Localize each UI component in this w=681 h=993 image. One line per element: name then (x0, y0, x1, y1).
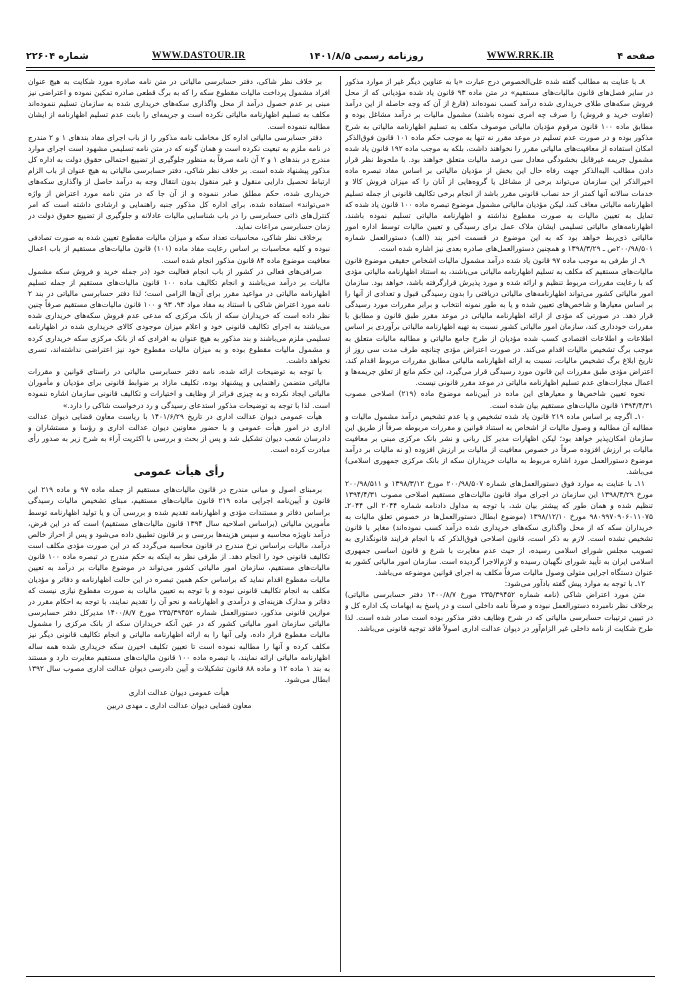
paragraph: ۱۲ـ با توجه به موارد پیش گفته بادآور می‌شود: (504, 579, 645, 589)
signature-line: معاون قضایی دیوان عدالت اداری ـ مهدی دربین (106, 701, 252, 711)
column-divider (340, 76, 341, 972)
paragraph: دفتر حسابرسی مالیاتی اداره کل مخاطب نامه مذکور را از باب اجرای مفاد بندهای ۱ و ۲ مندرج در نامه ملزم به تبعیت نکرده است و همان گونه که در متن نامه تسلیمی مشهود است اجرای موارد مندرج در بندهای ۱ و ۲ آن نامه صرفاً به منظور جلوگیری از تضییع احتمالی حقوق دولت به اداره کل مذکور پیشنهاد شده است. بر خلاف نظر شاکی، دفتر حسابرسی مالیاتی به هیچ عنوان از باب الزام ارتباط تحصیل دارایی منقول و غیر منقول بدون انتقال وجه به درآمد حاصل از واگذاری سکه‌های خریداری شده، حکم مطلق صادر ننموده و از آن جا که در متن نامه مورد اعتراض از واژه «می‌تواند» استفاده شده، برای اداره کل مذکور جنبه راهنمایی و ارشادی داشته است که امر کنترل‌های ذاتی حسابرسی را در باب شناسایی مالیات عادلانه و جلوگیری از تضییع حقوق دولت در زمان حسابرسی مراعات نماید. (28, 132, 330, 232)
header-rule (26, 67, 655, 68)
newspaper-title-date: روزنامه رسمی ۱۴۰۱/۸/۵ (308, 50, 424, 62)
left-column (28, 76, 330, 972)
page-header (26, 46, 655, 66)
paragraph: نحوه تعیین شاخص‌ها و معیارهای این ماده در آیین‌نامه موضوع ماده (۲۱۹) اصلاحی مصوب ۱۳۹۴/۴/۳۱ قانون مالیات‌های مستقیم بیان شده است. (345, 389, 653, 410)
signature-line: هیأت عمومی دیوان عدالت اداری (128, 688, 230, 698)
paragraph: ۱۱ـ با عنایت به موارد فوق دستورالعمل‌های شماره ۲۰۰/۹۸/۵۰۷ مورخ ۱۳۹۸/۳/۱۲ و ۲۰۰/۹۸/۵۱۱ مورخ ۱۳۹۸/۳/۲۹ این سازمان در اجرای مواد قانون مالیات‌های مستقیم اصلاحی مصوب ۱۳۹۴/۴/۳۱ تنظیم شده و همان طور که پیشتر بیان شد، با توجه به مداول دادنامه شماره ۲۰۴۴ الی ۲۰۴۴ـ ۹۸۰۹۹۷۰۹۰۶۰۱۱۰۷۵ مورخ ۱۳۹۸/۱۲/۱۰ (موضوع ابطال دستورالعمل‌ها در خصوص تعلق مالیات به خریداران سکه که از محل واگذاری سکه‌های خریداری شده درآمد کسب نموده‌اند) مغایر با قانون تشخیص نشده است. لازم به ذکر است، قانون اصلاحی فوق‌الذکر که با انجام فرایند قانونگذاری به تصویب مجلس شورای اسلامی رسیده، از حیث عدم مغایرت با شرع و قانون اساسی جمهوری اسلامی ایران به تأیید شورای نگهبان رسیده و لازم‌الاجرا گردیده است. سازمان امور مالیاتی کشور به عنوان دستگاه اجرایی متولی وصول مالیات صرفاً مکلف به اجرای قوانین موضوعه می‌باشد. (345, 478, 653, 577)
paragraph: ۸ـ با عنایت به مطالب گفته شده علی‌الخصوص درج عبارت «یا به عناوین دیگر غیر از موارد مذکور در سایر فصل‌های قانون مالیات‌های مستقیم» در متن ماده ۹۳ قانون یاد شده مؤدیانی که از محل فروش سکه‌های طلای خریداری شده درآمد کسب نموده‌اند (فارغ از آن که وجه حاصله از این درآمد (تفاوت خرید و فروش) را صرف چه امری نموده باشند) مشمول مالیات بر درآمد مشاغل بوده و مطابق ماده ۱۰۰ قانون مرقوم مؤدیان مالیاتی موصوف مکلف به تسلیم اظهارنامه مالیاتی به شرح مذکور بوده و در صورت عدم تسلیم در موعد مقرر نه تنها به موجب حکم ماده ۱۰۱ قانون فوق‌الذکر امکان استفاده از معافیت‌های مالیاتی مقرر را نخواهند داشت، بلکه به موجب ماده ۱۹۲ قانون یاد شده مشمول جریمه غیرقابل بخشودگی معادل سی درصد مالیات متعلق خواهند بود. با ملحوظ نظر قرار دادن مطالب الیه‌الذکر جهت رفاه حال این بخش از مؤدیان مالیاتی بر اساس مفاد تبصره ماده اخیرالذکر این سازمان می‌تواند برخی از مشاغل یا گروه‌هایی از آنان را که میزان فروش کالا و خدمات سالانه آنها کمتر از حد نصاب قانونی مقرر باشد از انجام برخی تکالیف قانونی از جمله تسلیم اظهارنامه مالیاتی معاف کند، لیکن مؤدیان مالیاتی مشمول موضوع تبصره ماده ۱۰۰ قانون یاد شده که تمایل به تعیین مالیات به صورت مقطوع نداشته و اظهارنامه مالیاتی تسلیم نموده باشند، اظهارنامه‌های مالیاتی تسلیمی ایشان ملاک عمل برای رسیدگی و تعیین مالیات توسط اداره امور مالیاتی ذی‌ربط خواهد بود که به این موضوع در قسمت اخیر بند (الف) دستورالعمل شماره ۲۰۰/۹۸/۵۰۱ص ـ ۱۳۹۸/۳/۲۹ و همچنین دستورالعمل‌های صادره بعدی نیز اشاره شده است. (345, 77, 653, 254)
paragraph: ۱۰ـ اگرچه بر اساس ماده ۲۱۹ قانون یاد شده تشخیص و یا عدم تشخیص درآمد مشمول مالیات و مطالبه آن مطالبه و وصول مالیات از اشخاص به استناد قوانین و مقررات مربوطه صرفاً از طریق این سازمان امکان‌پذیر خواهد بود؛ لیکن اظهارات مدیر کل ربانی و نشر بانک مرکزی مبنی بر معافیت مالیات بر ارزش افزوده صرفاً در خصوص معافیت از مالیات بر ارزش افزوده (و نه مالیات بر درآمد موضوع دستورالعمل مورد اشاره مربوط به مالیات خریداران سکه از بانک مرکزی جمهوری اسلامی) می‌باشد. (345, 411, 653, 477)
header-rule-thin (26, 70, 655, 71)
paragraph: متن مورد اعتراض شاکی (نامه شماره ۲۳۵/۳۹۴۵۲ مورخ ۱۴۰۰/۸/۷ دفتر حسابرسی مالیاتی) برخلاف نظر نامبرده دستورالعمل نبوده و صرفاً نامه داخلی است و در پاسخ به ابهامات یک اداره کل و در تبیین ترتیبات حسابرسی مالیاتی که در شرح وظایف دفتر مذکور بوده است صادر شده است. لذا طرح شکایت از نامه داخلی غیر الزام‌آور در دیوان عدالت اداری اصولاً فاقد توجیه قانونی می‌باشد. (345, 590, 653, 633)
paragraph: با توجه به توضیحات ارائه شده، نامه دفتر حسابرسی مالیاتی در راستای قوانین و مقررات مالیاتی متضمن راهنمایی و پیشنهاد بوده، تکلیف مازاد بر ضوابط قانونی برای مؤدیان و مأموران مالیاتی ایجاد نکرده و به چیزی فراتر از وظایف و اختیارات و تکالیف قانونی سازمان اشاره ننموده است. لذا با توجه به توضیحات مذکور استدعای رسیدگی و رد درخواست شاکی را دارد.» (28, 367, 330, 410)
footer-rule (26, 976, 655, 977)
right-column (345, 76, 653, 972)
issue-number: شماره ۲۲۶۰۴ (26, 50, 89, 62)
site-link-dastour[interactable]: WWW.DASTOUR.IR (152, 51, 246, 61)
paragraph: صرافی‌های فعالی در کشور از باب انجام فعالیت خود (در جمله خرید و فروش سکه مشمول مالیات بر درآمد می‌باشند و انجام تکالیف ماده ۱۰۰ قانون مالیات‌های مستقیم از جمله تسلیم اظهارنامه مالیاتی در مواعید مقرر برای آن‌ها الزامی است؛ لذا دفتر حسابرسی مالیاتی در بند ۲ نامه مورد اعتراض شاکی با استناد به مفاد مواد ۹۳، ۹۳ و ۱۰۰ قانون مالیات‌های مستقیم صرفاً چنین نظر داده است که خریداران سکه از بانک مرکزی که مدعی عدم فروش سکه‌های خریداری شده می‌باشند به اجرای تکالیف قانونی خود و اعلام میزان موجودی کالای خریداری شده در اظهارنامه تسلیمی ملزم می‌باشند و بند مذکور به هیچ عنوان به افرادی که از بانک مرکزی سکه خریداری کرده و مشمول مالیات مقطوع بوده و به میزان مالیات مقطوع خود نیز اعتراضی نداشته‌اند، تسری نخواهد داشت. (28, 266, 330, 365)
paragraph: ۹ـ از طرفی به موجب ماده ۹۷ قانون یاد شده درآمد مشمول مالیات اشخاص حقیقی موضوع قانون مالیات‌های مستقیم که مکلف به تسلیم اظهارنامه مالیاتی می‌باشند، به استناد اظهارنامه مالیاتی مؤدی که با رعایت مقررات مربوط تنظیم و ارائه شده و مورد پذیرش قرارگرفته باشد، خواهد بود. سازمان امور مالیاتی کشور می‌تواند اظهارنامه‌های مالیاتی دریافتی را بدون رسیدگی قبول و تعدادی از آنها را بر اساس معیارها و شاخص‌های تعیین شده و یا به طور نمونه انتخاب و برابر مقررات مورد رسیدگی قرار دهد. در صورتی که مؤدی از ارائه اظهارنامه مالیاتی در موعد مقرر طبق قانون و مطابق با مقررات خودداری کند، سازمان امور مالیاتی کشور نسبت به تهیه اظهارنامه مالیاتی برآوردی بر اساس اطلاعات و اطلاعات اقتصادی کسب شده مؤدیان از طرح جامع مالیاتی و مطالبه مالیات متعلق به موجب برگ تشخیص مالیات اقدام می‌کند. در صورت اعتراض مؤدی چنانچه طرف مدت سی روز از تاریخ ابلاغ برگ تشخیص مالیات، نسبت به ارائه اظهارنامه مالیاتی مطابق مقررات مربوط اقدام کند، اعتراض مؤدی طبق مقررات این قانون مورد رسیدگی قرار می‌گیرد، این حکم مانع از تعلق جریمه‌ها و اعمال مجازات‌های عدم تسلیم اظهارنامه مالیاتی در موعد مقرر قانونی نیست. (345, 255, 653, 388)
site-link-rrk[interactable]: WWW.RRK.IR (486, 51, 554, 61)
paragraph: هیأت عمومی دیوان عدالت اداری در تاریخ ۱۴۰۱/۶/۲۹ با ریاست معاون قضایی دیوان عدالت اداری در امور هیأت عمومی و با حضور معاونین دیوان عدالت اداری و رؤسا و مستشاران و دادرسان شعب دیوان تشکیل شد و پس از بحث و بررسی با اکثریت آراء به شرح زیر به صدور رأی مبادرت کرده است. (28, 411, 330, 455)
ruling-paragraph: برمبنای اصول و مبانی مندرج در قانون مالیات‌های مستقیم از جمله ماده ۹۷ و ماده ۲۱۹ این قانون و آیین‌نامه اجرایی ماده ۲۱۹ قانون مالیات‌های مستقیم، مبنای تشخیص مالیات رسیدگی براساس دفاتر و مستندات مؤدی و اظهارنامه تقدیم شده و بررسی آن و یا تولید اظهارنامه توسط مأمورین مالیاتی (براساس اصلاحیه سال ۱۳۹۴ قانون مالیات‌های مستقیم) است که در این فرض، درآمد ناویژه محاسبه و سپس هزینه‌ها بررسی و بر قانون تطبیق داده می‌شود و پس از احراز خالص درآمد، مالیات براساس نرخ مندرج در قانون محاسبه می‌گردد که در این صورت مؤدی مکلف است تکالیف قانونی خود را انجام دهد. از طرفی نظر به اینکه به حکم مندرج در تبصره ماده ۱۰۰ قانون مالیات‌های مستقیم، سازمان امور مالیاتی کشور می‌تواند در موضوع مالیات بر درآمد به تعیین مالیات مقطوع اقدام نماید که براساس حکم همین تبصره در این حالت اظهارنامه و دفاتر و مؤدیان مکلف به انجام تکالیف قانونی نبوده و با توجه به تعیین مالیات به صورت مقطوع نیازی نیست که دفاتر و مدارک هزینه‌ای و درآمدی و اظهارنامه و نحو آن را تقدیم نمایند، با توجه به احکام مقرر در موازین قانونی مذکور، دستورالعمل شماره ۲۳۵/۳۹۴۵۲ مورخ ۱۴۰۰/۸/۷ مدیرکل دفتر حسابرسی مالیاتی سازمان امور مالیاتی کشور که در عین آنکه خریداران سکه از بانک مرکزی را مشمول مالیات مقطوع قرار داده، ولی آنها را به ارائه اظهارنامه مالیاتی و انجام تکالیف قانونی دیگر نیز مکلف کرده و آنها را مطالبه نموده است تا تعیین تکلیف اخیرن سکه خریداری شده همه ساله اظهارنامه مالیاتی ارائه نمایند، با تبصره ماده ۱۰۰ قانون مالیات‌های مستقیم مغایرت دارد و مستند به بند ۱ ماده ۱۲ و ماده ۸۸ قانون تشکیلات و آیین دادرسی دیوان عدالت اداری مصوب سال ۱۳۹۲ ابطال می‌شود. (28, 485, 330, 684)
page-number: صفحه ۴ (617, 50, 655, 62)
paragraph: بر خلاف نظر شاکی، دفتر حسابرسی مالیاتی در متن نامه صادره مورد شکایت به هیچ عنوان افراد مشمول پرداخت مالیات مقطوع سکه را که به برگ قطعی صادره تمکین نموده و اعتراضی نیز مبنی بر عدم حصول درآمد از محل واگذاری سکه‌های خریداری شده به سازمان تسلیم ننموده‌اند مکلف به تسلیم اظهارنامه مالیاتی نکرده است و جریمه‌ای را بابت عدم تسلیم اظهارنامه از ایشان مطالبه ننموده است. (28, 77, 330, 131)
ruling-title: رأی هیأت عمومی (133, 466, 225, 479)
paragraph: برخلاف نظر شاکی، محاسبات تعداد سکه و میزان مالیات مقطوع تعیین شده به صورت تصادفی نبوده و کلیه محاسبات بر اساس رعایت مفاد ماده (۱۰۱) قانون مالیات‌های مستقیم از باب اعمال معافیت موضوع ماده ۸۴ قانون مذکور انجام شده است. (28, 233, 330, 265)
